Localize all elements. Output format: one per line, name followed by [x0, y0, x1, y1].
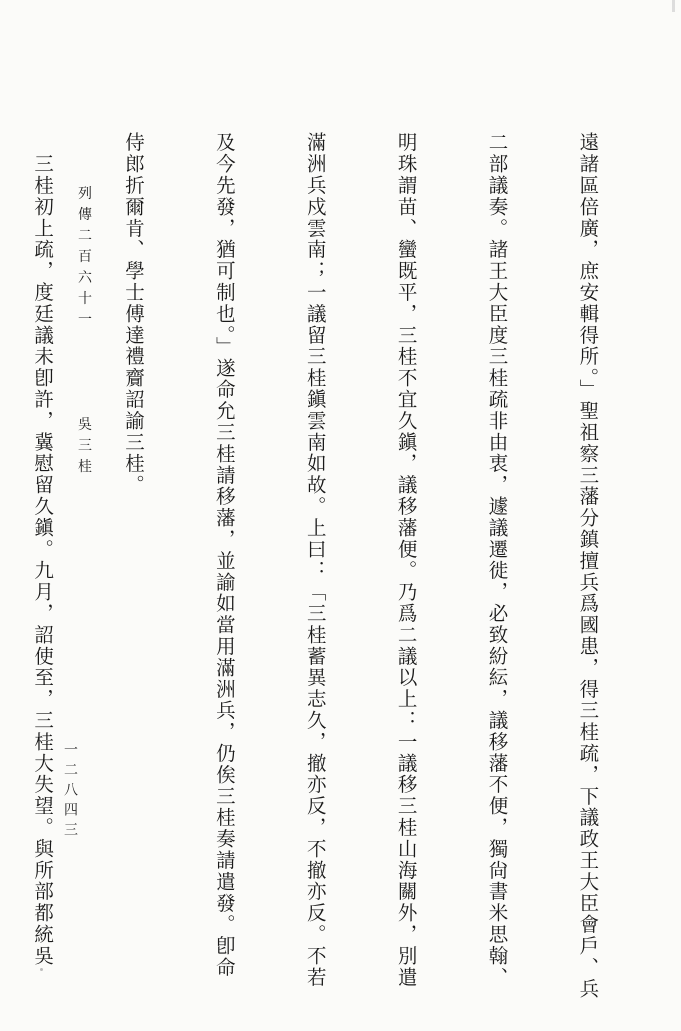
- running-header: [58, 140, 110, 480]
- text-column: 三桂初上疏，度廷議未卽許，冀慰留久鎭。九月，詔使至，三桂大失望。與所部都統吳: [31, 132, 55, 967]
- scan-speck: [40, 968, 43, 971]
- text-column: 侍郎折爾肯、學士傅達禮齎詔諭三桂。: [121, 132, 145, 496]
- header-name: 吳三桂: [76, 416, 92, 480]
- scan-edge-mark: [672, 0, 675, 12]
- header-section: 列傳二百六十一: [76, 185, 92, 333]
- text-column: 滿洲兵戍雲南；一議留三桂鎭雲南如故。上曰：「三桂蓄異志久，撤亦反，不撤亦反。不若: [303, 132, 327, 988]
- text-column: 及今先發，猶可制也。」遂命允三桂請移藩，並諭如當用滿洲兵，仍俟三桂奏請遣發。卽命: [212, 132, 236, 979]
- text-column: 遠諸區倍廣，庶安輯得所。」聖祖察三藩分鎮擅兵爲國患，得三桂疏，下議政王大臣會戶、兵: [576, 132, 600, 1000]
- page-number: 一二八四三: [62, 742, 78, 842]
- text-column: 明珠謂苗、蠻既平，三桂不宜久鎭，議移藩便。乃爲二議以上：一議移三桂山海關外，別遣: [394, 132, 418, 988]
- text-column: 二部議奏。諸王大臣度三桂疏非由衷，遽議遷徙，必致紛紜，議移藩不便，獨尙書米思翰、: [485, 132, 509, 988]
